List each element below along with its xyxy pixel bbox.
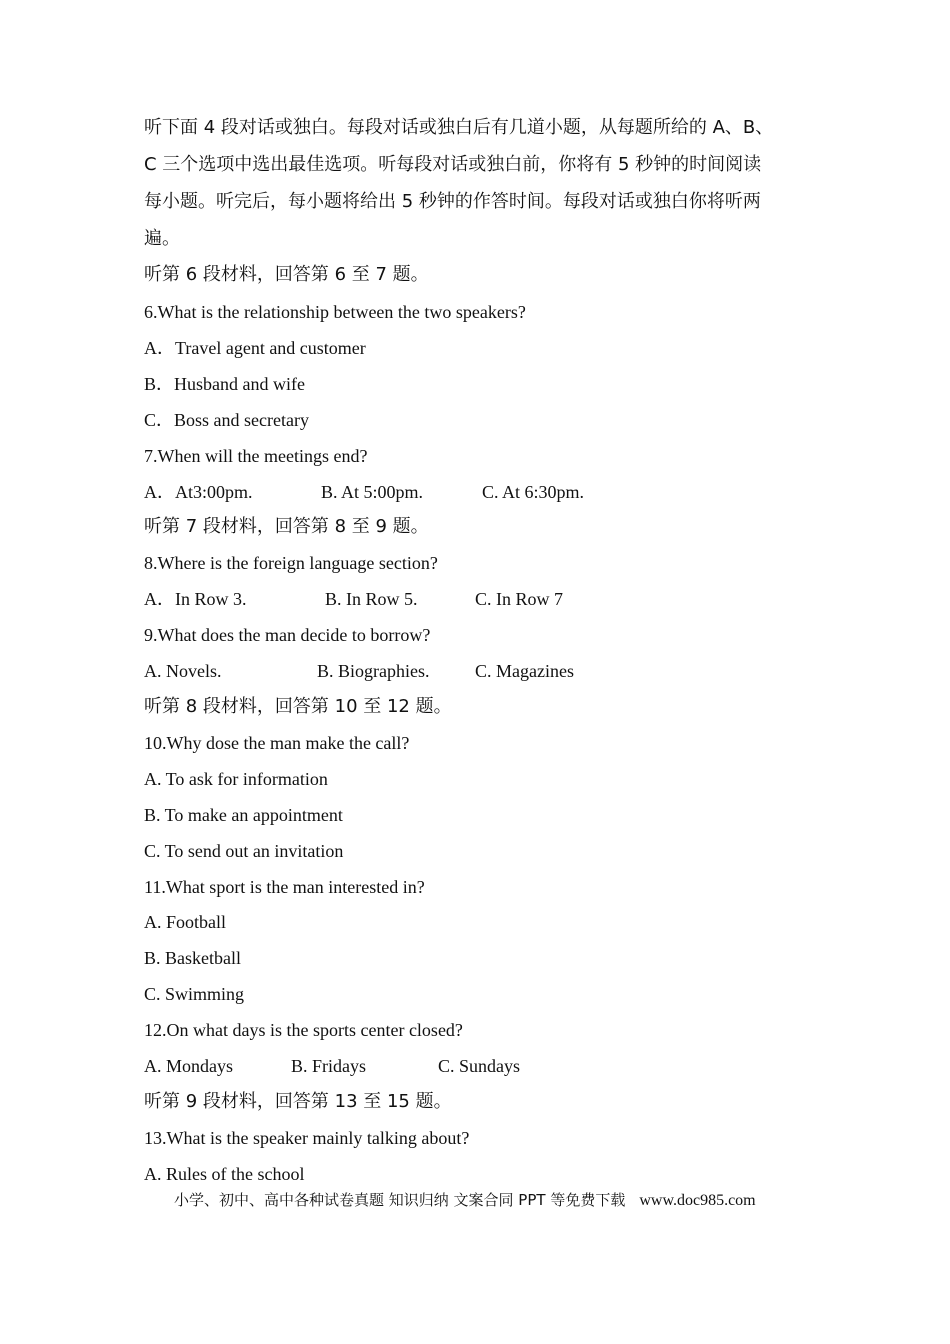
- intro-line-2: C 三个选项中选出最佳选项。听每段对话或独白前，你将有 5 秒钟的时间阅读: [144, 154, 762, 175]
- question-11-option-a: A. Football: [144, 912, 227, 932]
- question-10: 10.Why dose the man make the call?: [144, 733, 410, 753]
- section-8-heading: 听第 8 段材料，回答第 10 至 12 题。: [144, 696, 452, 717]
- question-12: 12.On what days is the sports center closed?: [144, 1020, 463, 1040]
- question-8-option-a: A．In Row 3.: [144, 589, 247, 609]
- question-7-option-a: A．At3:00pm.: [144, 482, 253, 502]
- intro-line-4: 遍。: [144, 228, 180, 249]
- question-10-option-b: B. To make an appointment: [144, 805, 343, 825]
- question-8: 8.Where is the foreign language section?: [144, 553, 438, 573]
- question-11: 11.What sport is the man interested in?: [144, 877, 425, 897]
- question-11-option-c: C. Swimming: [144, 984, 245, 1004]
- question-7: 7.When will the meetings end?: [144, 446, 368, 466]
- question-8-option-b: B. In Row 5.: [325, 589, 418, 609]
- question-12-option-a: A. Mondays: [144, 1056, 233, 1076]
- question-9-option-a: A. Novels.: [144, 661, 222, 681]
- intro-line-3: 每小题。听完后，每小题将给出 5 秒钟的作答时间。每段对话或独白你将听两: [144, 191, 761, 212]
- section-7-heading: 听第 7 段材料，回答第 8 至 9 题。: [144, 516, 429, 537]
- question-12-option-b: B. Fridays: [291, 1056, 367, 1076]
- question-7-option-b: B. At 5:00pm.: [321, 482, 424, 502]
- question-13-option-a: A. Rules of the school: [144, 1164, 305, 1184]
- question-8-option-c: C. In Row 7: [475, 589, 564, 609]
- footer-text: 小学、初中、高中各种试卷真题 知识归纳 文案合同 PPT 等免费下载: [174, 1191, 626, 1209]
- question-6-option-a: A．Travel agent and customer: [144, 338, 366, 358]
- question-9-option-c: C. Magazines: [475, 661, 574, 681]
- question-9: 9.What does the man decide to borrow?: [144, 625, 431, 645]
- question-10-option-a: A. To ask for information: [144, 769, 328, 789]
- question-7-option-c: C. At 6:30pm.: [482, 482, 585, 502]
- question-9-option-b: B. Biographies.: [317, 661, 430, 681]
- question-10-option-c: C. To send out an invitation: [144, 841, 344, 861]
- footer-url: www.doc985.com: [639, 1192, 756, 1209]
- question-13: 13.What is the speaker mainly talking about?: [144, 1128, 470, 1148]
- question-6: 6.What is the relationship between the two speakers?: [144, 302, 526, 322]
- page-footer: [174, 1189, 756, 1212]
- question-6-option-b: B．Husband and wife: [144, 374, 305, 394]
- section-9-heading: 听第 9 段材料，回答第 13 至 15 题。: [144, 1091, 452, 1112]
- question-11-option-b: B. Basketball: [144, 948, 241, 968]
- question-6-option-c: C．Boss and secretary: [144, 410, 309, 430]
- section-6-heading: 听第 6 段材料，回答第 6 至 7 题。: [144, 264, 429, 285]
- intro-line-1: 听下面 4 段对话或独白。每段对话或独白后有几道小题，从每题所给的 A、B、: [144, 117, 774, 138]
- question-12-option-c: C. Sundays: [438, 1056, 521, 1076]
